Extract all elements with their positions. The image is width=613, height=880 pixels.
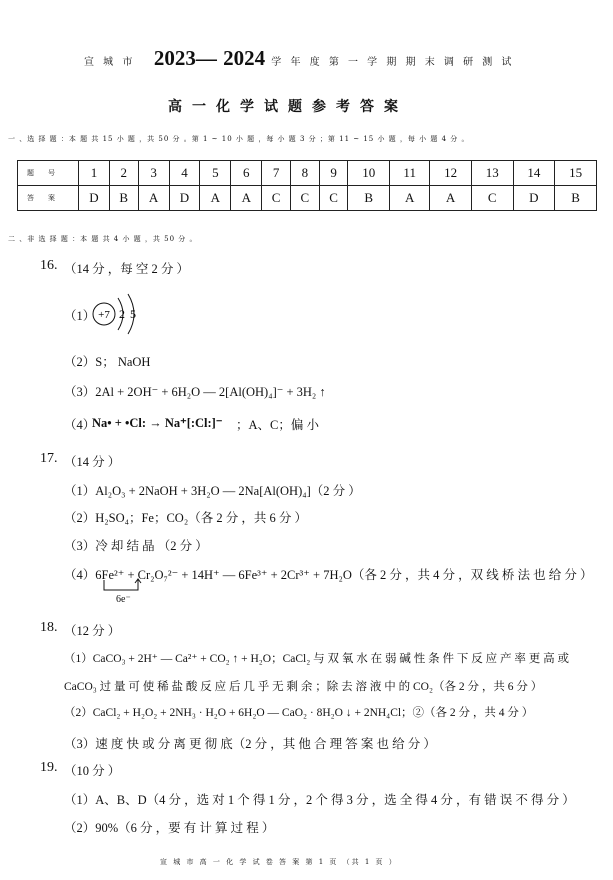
- header-line: [84, 46, 514, 71]
- q17-part4: （4）6Fe²⁺ + Cr₂O₇²⁻ + 14H⁺ — 6Fe³⁺ + 2Cr³⁺ + 7H₂O（各 2 分 ，共 4 分 ，双 线 桥 法 也 给 分 ）: [64, 568, 593, 582]
- cell-number: 2: [109, 161, 138, 186]
- nucleus-charge: +7: [98, 309, 110, 321]
- header-rest: 学 年 度 第 一 学 期 期 末 调 研 测 试: [271, 57, 515, 68]
- section2-intro: 二 、非 选 择 题 ：本 题 共 4 小 题 ，共 50 分 。: [8, 235, 198, 243]
- header-year-start: 2023: [153, 46, 196, 70]
- q18-number: 18.: [40, 620, 58, 635]
- cell-number: 12: [430, 161, 472, 186]
- q18-score: （12 分 ）: [64, 624, 121, 638]
- cell-answer: B: [109, 186, 138, 211]
- section1-intro: 一 、选 择 题 ：本 题 共 15 小 题 ，共 50 分 。第 1 ~ 10 小 题 ，每 小 题 3 分 ；第 11 ~ 15 小 题 ，每 小 题 4 分 。: [8, 135, 470, 143]
- shell-1-electrons: 2: [119, 307, 125, 321]
- cell-number: 8: [290, 161, 319, 186]
- q16-part4-label: （4）: [64, 418, 96, 432]
- cell-number: 6: [231, 161, 262, 186]
- cell-answer: B: [555, 186, 597, 211]
- cell-number: 10: [348, 161, 390, 186]
- cell-answer: A: [390, 186, 430, 211]
- cell-answer: A: [231, 186, 262, 211]
- q16-part2: （2）S； NaOH: [64, 355, 151, 369]
- table-row-numbers: [18, 161, 597, 186]
- q18-part1: （1）CaCO₃ + 2H⁺ — Ca²⁺ + CO₂ ↑ + H₂O；CaCl₂ 与 双 氧 水 在 弱 碱 性 条 件 下 反 应 产 率 更 高 或: [64, 653, 570, 665]
- cell-answer: C: [319, 186, 348, 211]
- electron-transfer-arrow: [98, 578, 148, 594]
- q17-part2: （2）H₂SO₄；Fe；CO₂（各 2 分 ，共 6 分 ）: [64, 511, 307, 525]
- cell-number: 15: [555, 161, 597, 186]
- q16-score: （14 分 ，每 空 2 分 ）: [64, 262, 190, 276]
- cell-answer: D: [513, 186, 555, 211]
- cell-number: 7: [262, 161, 291, 186]
- page-footer: 宣 城 市 高 一 化 学 试 卷 答 案 第 1 页 （共 1 页 ）: [160, 858, 398, 866]
- cell-number: 4: [169, 161, 200, 186]
- q19-score: （10 分 ）: [64, 764, 121, 778]
- header-school: 宣 城 市: [84, 57, 136, 68]
- answer-table: [17, 160, 597, 211]
- q16-number: 16.: [40, 258, 58, 273]
- row-label-number: 题号: [18, 161, 79, 186]
- cell-number: 5: [200, 161, 231, 186]
- q17-part3: （3）冷 却 结 晶 （2 分 ）: [64, 539, 208, 553]
- q17-score: （14 分 ）: [64, 455, 121, 469]
- q16-part1-label: （1）: [64, 309, 96, 323]
- shell-2-electrons: 5: [130, 307, 136, 321]
- q16-part3: （3）2Al + 2OH⁻ + 6H₂O — 2[Al(OH)₄]⁻ + 3H₂ ↑: [64, 385, 326, 399]
- q16-part4-tail: ；A、C；偏 小: [236, 418, 319, 432]
- cell-answer: C: [471, 186, 513, 211]
- cell-answer: B: [348, 186, 390, 211]
- table-row-answers: [18, 186, 597, 211]
- cell-number: 3: [138, 161, 169, 186]
- q18-part1-continued: CaCO₃ 过 量 可 使 稀 盐 酸 反 应 后 几 乎 无 剩 余 ；除 去 溶 液 中 的 CO₂（各 2 分 ，共 6 分 ）: [64, 681, 543, 693]
- cell-answer: A: [138, 186, 169, 211]
- q17-number: 17.: [40, 451, 58, 466]
- q19-number: 19.: [40, 760, 58, 775]
- row-label-answer: 答案: [18, 186, 79, 211]
- q19-part2: （2）90%（6 分 ，要 有 计 算 过 程 ）: [64, 821, 275, 835]
- cell-number: 14: [513, 161, 555, 186]
- cell-number: 1: [79, 161, 110, 186]
- cell-answer: C: [262, 186, 291, 211]
- cell-answer: C: [290, 186, 319, 211]
- atom-structure-diagram: [88, 290, 148, 338]
- header-dash: —: [195, 46, 217, 70]
- q18-part3: （3）速 度 快 或 分 离 更 彻 底（2 分 ，其 他 合 理 答 案 也 给 分 ）: [64, 737, 436, 751]
- header-year-end: 2024: [223, 46, 266, 70]
- cell-answer: A: [200, 186, 231, 211]
- cell-answer: A: [430, 186, 472, 211]
- q16-part4-lewis-equation: Na• + •Cl: → Na⁺[:Cl:]⁻: [92, 416, 223, 430]
- q18-part2: （2）CaCl₂ + H₂O₂ + 2NH₃ · H₂O + 6H₂O — CaO₂ · 8H₂O ↓ + 2NH₄Cl；②（各 2 分 ，共 4 分 ）: [64, 707, 534, 719]
- cell-number: 13: [471, 161, 513, 186]
- cell-number: 11: [390, 161, 430, 186]
- page-title: 高一化学试题参考答案: [168, 99, 408, 115]
- electron-transfer-label: 6e⁻: [116, 594, 131, 605]
- cell-number: 9: [319, 161, 348, 186]
- q19-part1: （1）A、B、D（4 分 ，选 对 1 个 得 1 分 ，2 个 得 3 分 ，选 全 得 4 分 ，有 错 误 不 得 分 ）: [64, 793, 575, 807]
- q17-part1: （1）Al₂O₃ + 2NaOH + 3H₂O — 2Na[Al(OH)₄]（2 分 ）: [64, 484, 361, 498]
- cell-answer: D: [169, 186, 200, 211]
- cell-answer: D: [79, 186, 110, 211]
